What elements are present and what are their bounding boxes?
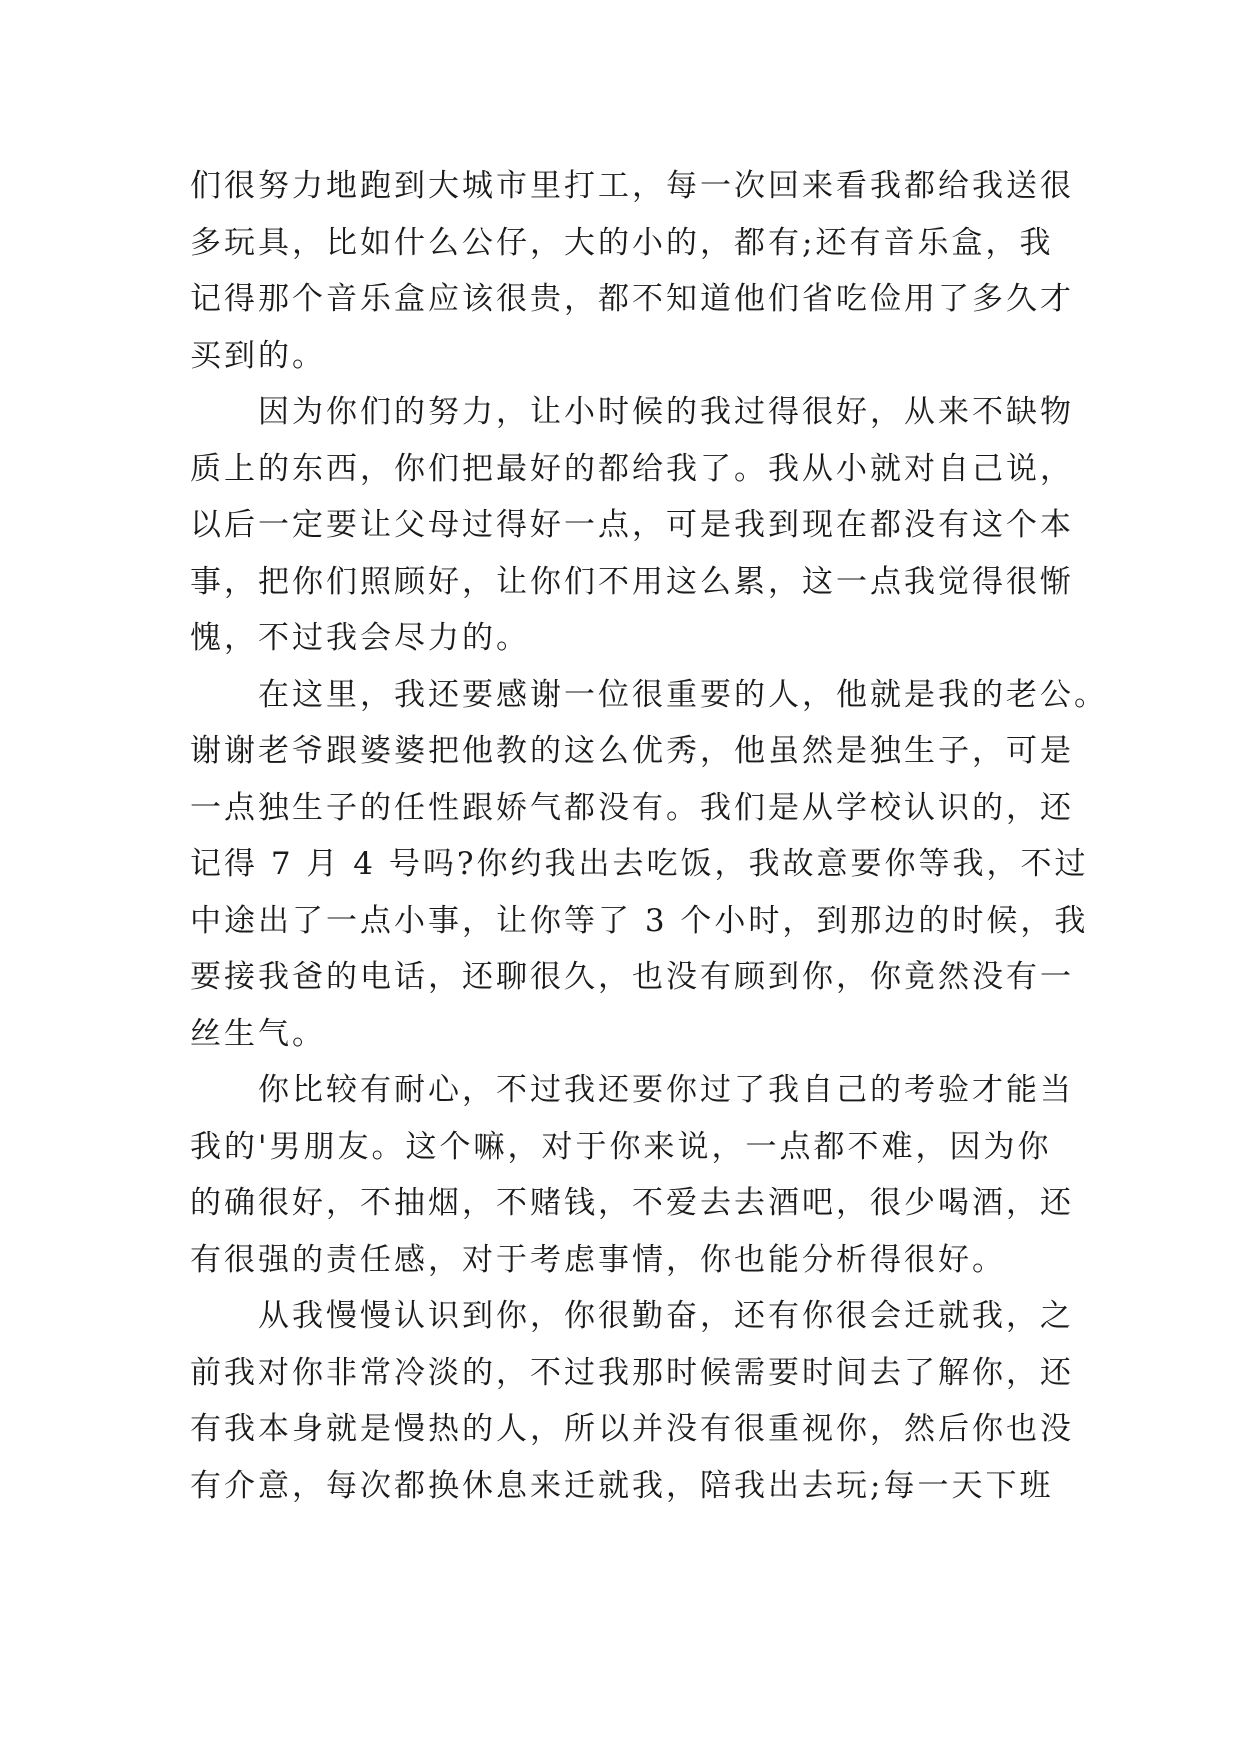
text-line: 前我对你非常冷淡的，不过我那时候需要时间去了解你，还 xyxy=(190,1354,1074,1391)
paragraph-first-line: 你比较有耐心，不过我还要你过了我自己的考验才能当 xyxy=(258,1072,1074,1108)
text-line: 一点独生子的任性跟娇气都没有。我们是从学校认识的，还 xyxy=(190,789,1074,826)
text-line: 质上的东西，你们把最好的都给我了。我从小就对自己说， xyxy=(190,450,1074,487)
text-line: 买到的。 xyxy=(190,337,326,374)
text-line: 中途出了一点小事，让你等了 3 个小时，到那边的时候，我 xyxy=(190,902,1089,939)
text-line: 记得 7 月 4 号吗?你约我出去吃饭，我故意要你等我，不过 xyxy=(190,846,1089,882)
paragraph-first-line: 因为你们的努力，让小时候的我过得很好，从来不缺物 xyxy=(258,394,1074,430)
text-line: 多玩具，比如什么公仔，大的小的，都有;还有音乐盒，我 xyxy=(190,224,1054,261)
text-line: 有介意，每次都换休息来迁就我，陪我出去玩;每一天下班 xyxy=(190,1467,1054,1504)
paragraph-first-line: 从我慢慢认识到你，你很勤奋，还有你很会迁就我，之 xyxy=(258,1298,1074,1334)
text-line: 谢谢老爷跟婆婆把他教的这么优秀，他虽然是独生子，可是 xyxy=(190,733,1074,769)
paragraph-first-line: 在这里，我还要感谢一位很重要的人，他就是我的老公。 xyxy=(258,676,1108,713)
text-line: 有很强的责任感，对于考虑事情，你也能分析得很好。 xyxy=(190,1241,1006,1278)
text-line: 愧，不过我会尽力的。 xyxy=(190,620,530,656)
text-line: 要接我爸的电话，还聊很久，也没有顾到你，你竟然没有一 xyxy=(190,959,1074,995)
text-line: 以后一定要让父母过得好一点，可是我到现在都没有这个本 xyxy=(190,507,1074,543)
text-line: 们很努力地跑到大城市里打工，每一次回来看我都给我送很 xyxy=(190,168,1074,204)
text-line: 记得那个音乐盒应该很贵，都不知道他们省吃俭用了多久才 xyxy=(190,281,1074,317)
text-line: 事，把你们照顾好，让你们不用这么累，这一点我觉得很惭 xyxy=(190,563,1074,600)
text-line: 的确很好，不抽烟，不赌钱，不爱去去酒吧，很少喝酒，还 xyxy=(190,1185,1074,1221)
document-body xyxy=(190,158,1108,1514)
text-line: 丝生气。 xyxy=(190,1015,326,1052)
text-line: 我的'男朋友。这个嘛，对于你来说，一点都不难，因为你 xyxy=(190,1128,1052,1165)
text-line: 有我本身就是慢热的人，所以并没有很重视你，然后你也没 xyxy=(190,1411,1074,1447)
